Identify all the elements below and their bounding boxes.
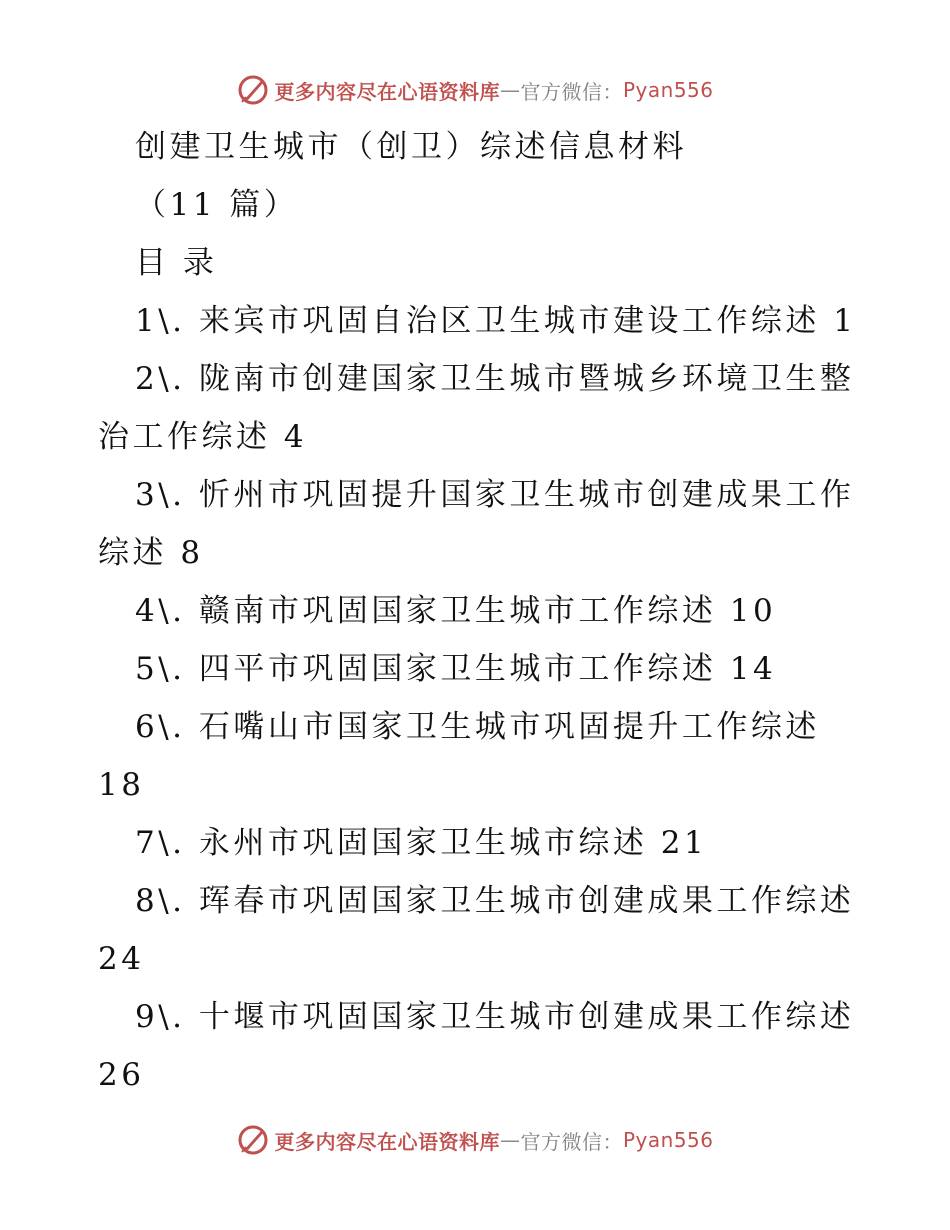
toc-line: 1\. 来宾市巩固自治区卫生城市建设工作综述 1 <box>135 303 857 339</box>
header-banner <box>0 70 950 110</box>
toc-line: 2\. 陇南市创建国家卫生城市暨城乡环境卫生整 <box>135 361 855 397</box>
document-title: 创建卫生城市（创卫）综述信息材料 <box>135 129 687 165</box>
toc-line: 7\. 永州市巩固国家卫生城市综述 21 <box>135 825 708 861</box>
toc-line: 18 <box>98 767 145 803</box>
document-body <box>98 118 858 1104</box>
banner-main-text: 更多内容尽在心语资料库 <box>274 1129 500 1154</box>
banner-main-text: 更多内容尽在心语资料库 <box>274 79 500 104</box>
banner-dash: — <box>499 78 521 102</box>
quill-pen-logo-icon <box>236 1123 270 1157</box>
toc-line: 5\. 四平市巩固国家卫生城市工作综述 14 <box>135 651 777 687</box>
toc-line: 24 <box>98 941 145 977</box>
banner-dash: — <box>499 1128 521 1152</box>
banner-sub-text: 官方微信： <box>520 79 623 104</box>
toc-line: 26 <box>98 1057 145 1093</box>
footer-banner <box>0 1120 950 1160</box>
toc-line: 治工作综述 4 <box>98 419 308 455</box>
toc-line: 综述 8 <box>98 535 204 571</box>
banner-wechat-id: Pyan556 <box>622 1128 714 1152</box>
banner-sub-text: 官方微信： <box>520 1129 623 1154</box>
toc-line: 8\. 珲春市巩固国家卫生城市创建成果工作综述 <box>135 883 855 919</box>
table-of-contents <box>98 292 858 1104</box>
toc-line: 9\. 十堰市巩固国家卫生城市创建成果工作综述 <box>135 999 855 1035</box>
toc-heading: 目 录 <box>135 245 218 281</box>
banner-wechat-id: Pyan556 <box>622 78 714 102</box>
quill-pen-logo-icon <box>236 73 270 107</box>
toc-line: 3\. 忻州市巩固提升国家卫生城市创建成果工作 <box>135 477 855 513</box>
toc-line: 6\. 石嘴山市国家卫生城市巩固提升工作综述 <box>135 709 820 745</box>
document-count: （11 篇） <box>135 187 299 223</box>
toc-line: 4\. 赣南市巩固国家卫生城市工作综述 10 <box>135 593 777 629</box>
